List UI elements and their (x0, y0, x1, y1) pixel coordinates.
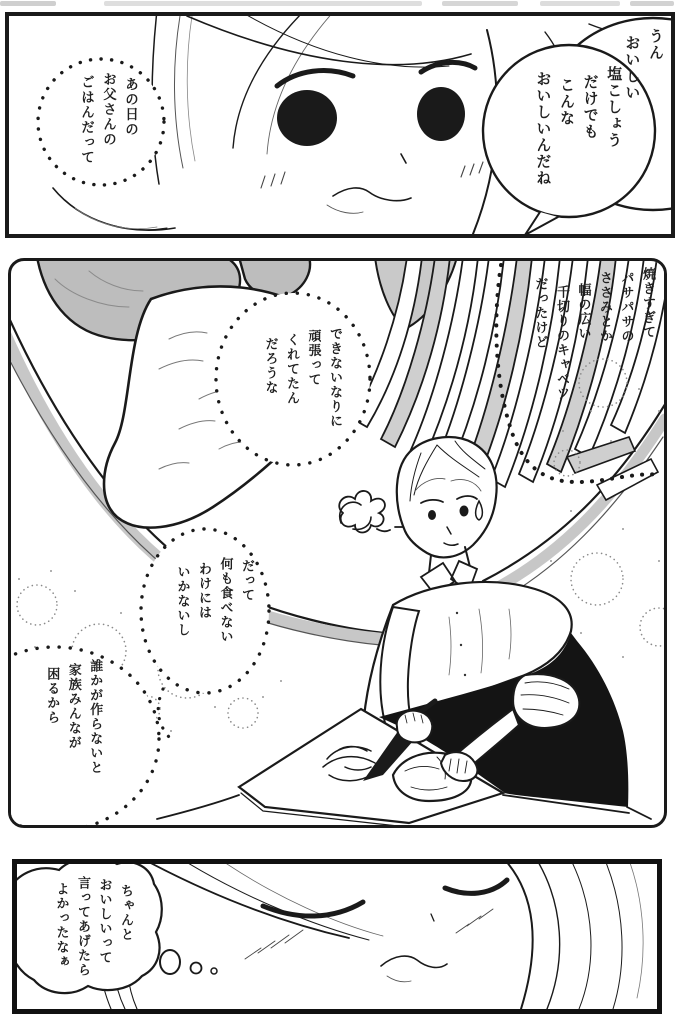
text-column: 千切りのキャベツ (553, 285, 569, 401)
text-column: 言ってあげたら (75, 876, 90, 978)
scan-artifact (540, 1, 620, 6)
text-column: おいしい (623, 35, 642, 101)
text-column: よかったなぁ (53, 882, 69, 969)
speech-text-outer (616, 28, 663, 101)
right-eye (417, 87, 465, 141)
panel-1 (5, 12, 675, 238)
thought-trail-circle (160, 950, 180, 974)
thought1-text (255, 327, 341, 429)
scan-artifact (0, 1, 56, 6)
text-column: 家族みんなが (65, 663, 81, 750)
text-column: 塩こしょう (605, 66, 624, 149)
scan-artifact (442, 1, 518, 6)
text-column: 焼きすぎて (640, 267, 655, 340)
text-column: うん (647, 28, 665, 61)
panel-3 (12, 859, 662, 1014)
thought-trail-circle (211, 968, 217, 974)
text-column: くれてたん (284, 333, 299, 406)
thought-text (46, 876, 132, 978)
scan-artifact (630, 1, 674, 6)
text-column: パサパサの (618, 271, 634, 344)
text-column: だったけど (532, 277, 548, 350)
left-eye (277, 90, 337, 146)
text-column: 困るから (44, 667, 60, 725)
scribble-mark (339, 491, 403, 533)
panel-2 (8, 258, 667, 828)
text-column: ちゃんと (118, 884, 134, 942)
text-column: わけには (196, 562, 211, 620)
speech-text-inner (527, 66, 624, 187)
text-column: 頑張って (305, 329, 321, 387)
thought-text (71, 72, 137, 165)
text-column: だけでも (581, 74, 600, 140)
text-column: おいしいんだね (534, 71, 553, 187)
thought3-text (37, 659, 102, 775)
text-column: あの日の (122, 77, 139, 137)
text-column: いかないし (174, 565, 190, 638)
text-column: だろうな (262, 337, 278, 395)
thought2-text (167, 557, 253, 644)
text-column: お父さんの (100, 72, 117, 147)
text-column: ささみとか (596, 271, 612, 344)
text-column: こんな (558, 77, 576, 127)
text-column: だって (239, 559, 255, 603)
text-column: 誰かが作らないと (87, 659, 103, 775)
text-column: ごはんだって (77, 75, 94, 165)
closed-eye-right (445, 880, 507, 893)
text-column: おいしいって (96, 878, 112, 965)
scan-artifact (104, 1, 422, 6)
closed-eye-left (263, 902, 363, 916)
text-column: 何も食べない (217, 557, 233, 644)
caption-text (525, 267, 654, 401)
text-column: できないなりに (327, 327, 343, 429)
text-column: 幅の広い (575, 283, 591, 341)
thought-trail-circle (191, 963, 202, 974)
